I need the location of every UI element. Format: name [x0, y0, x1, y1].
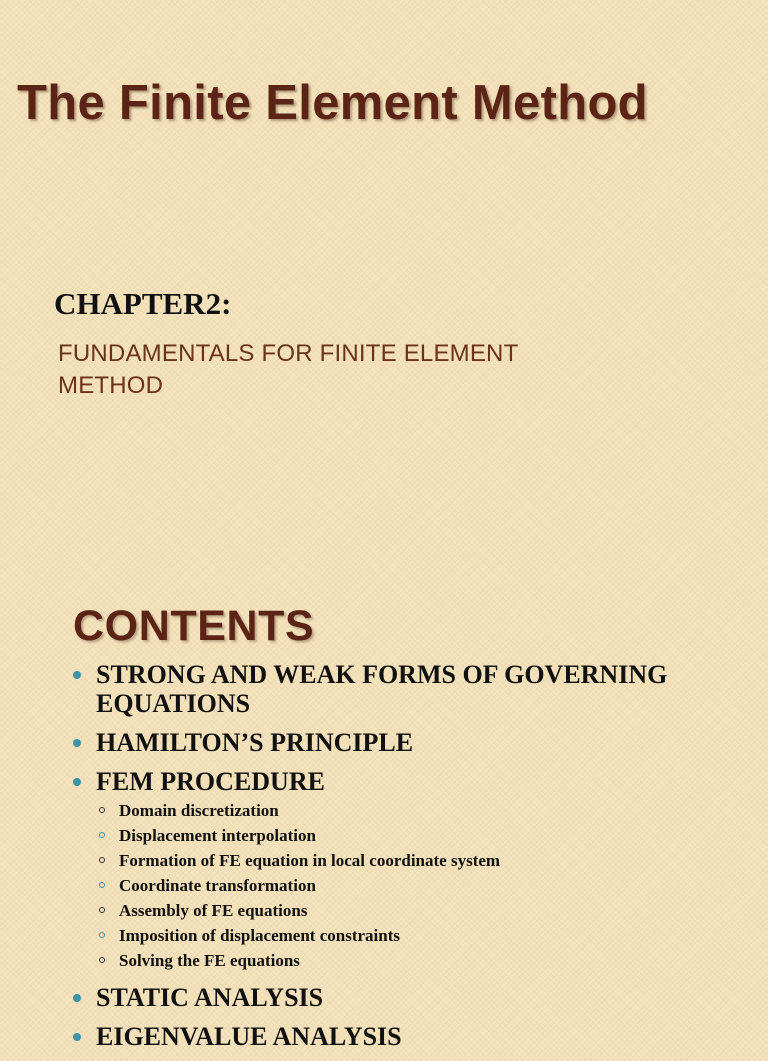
- sub-item-label: Domain discretization: [119, 801, 279, 820]
- sub-item-label: Assembly of FE equations: [119, 901, 308, 920]
- ring-bullet-icon: [99, 907, 105, 913]
- sub-item-label: Displacement interpolation: [119, 826, 316, 845]
- contents-item: [70, 1022, 750, 1051]
- bullet-icon: [73, 739, 81, 747]
- contents-list: [70, 660, 750, 1061]
- ring-bullet-icon: [99, 807, 105, 813]
- contents-item-label: STATIC ANALYSIS: [96, 983, 324, 1012]
- sub-item-label: Coordinate transformation: [119, 876, 316, 895]
- fem-procedure-sublist: [96, 798, 750, 973]
- contents-item: [70, 767, 750, 973]
- title-slide: [0, 0, 768, 512]
- contents-item: [70, 728, 750, 757]
- sub-item: [96, 873, 750, 898]
- sub-item-label: Formation of FE equation in local coordinate system: [119, 851, 501, 870]
- ring-bullet-icon: [99, 857, 105, 863]
- slide-title: The Finite Element Method: [17, 76, 648, 130]
- sub-item: [96, 948, 750, 973]
- contents-item-label: FEM PROCEDURE: [96, 767, 325, 796]
- contents-item-label: EIGENVALUE ANALYSIS: [96, 1022, 402, 1051]
- contents-item-label: HAMILTON’S PRINCIPLE: [96, 728, 414, 757]
- ring-bullet-icon: [99, 882, 105, 888]
- bullet-icon: [73, 671, 81, 679]
- ring-bullet-icon: [99, 832, 105, 838]
- chapter-subtitle: FUNDAMENTALS FOR FINITE ELEMENT METHOD: [58, 340, 519, 399]
- contents-item: [70, 660, 750, 718]
- contents-item-label: STRONG AND WEAK FORMS OF GOVERNING EQUATIONS: [96, 660, 668, 718]
- contents-item: [70, 983, 750, 1012]
- bullet-icon: [73, 1033, 81, 1041]
- bullet-icon: [73, 778, 81, 786]
- ring-bullet-icon: [99, 957, 105, 963]
- sub-item-label: Solving the FE equations: [119, 951, 300, 970]
- contents-title: CONTENTS: [73, 602, 315, 650]
- sub-item: [96, 798, 750, 823]
- sub-item: [96, 848, 750, 873]
- contents-slide: [0, 512, 768, 1051]
- sub-item: [96, 923, 750, 948]
- bullet-icon: [73, 994, 81, 1002]
- sub-item: [96, 823, 750, 848]
- ring-bullet-icon: [99, 932, 105, 938]
- sub-item: [96, 898, 750, 923]
- sub-item-label: Imposition of displacement constraints: [119, 926, 400, 945]
- chapter-heading: CHAPTER2:: [54, 286, 232, 321]
